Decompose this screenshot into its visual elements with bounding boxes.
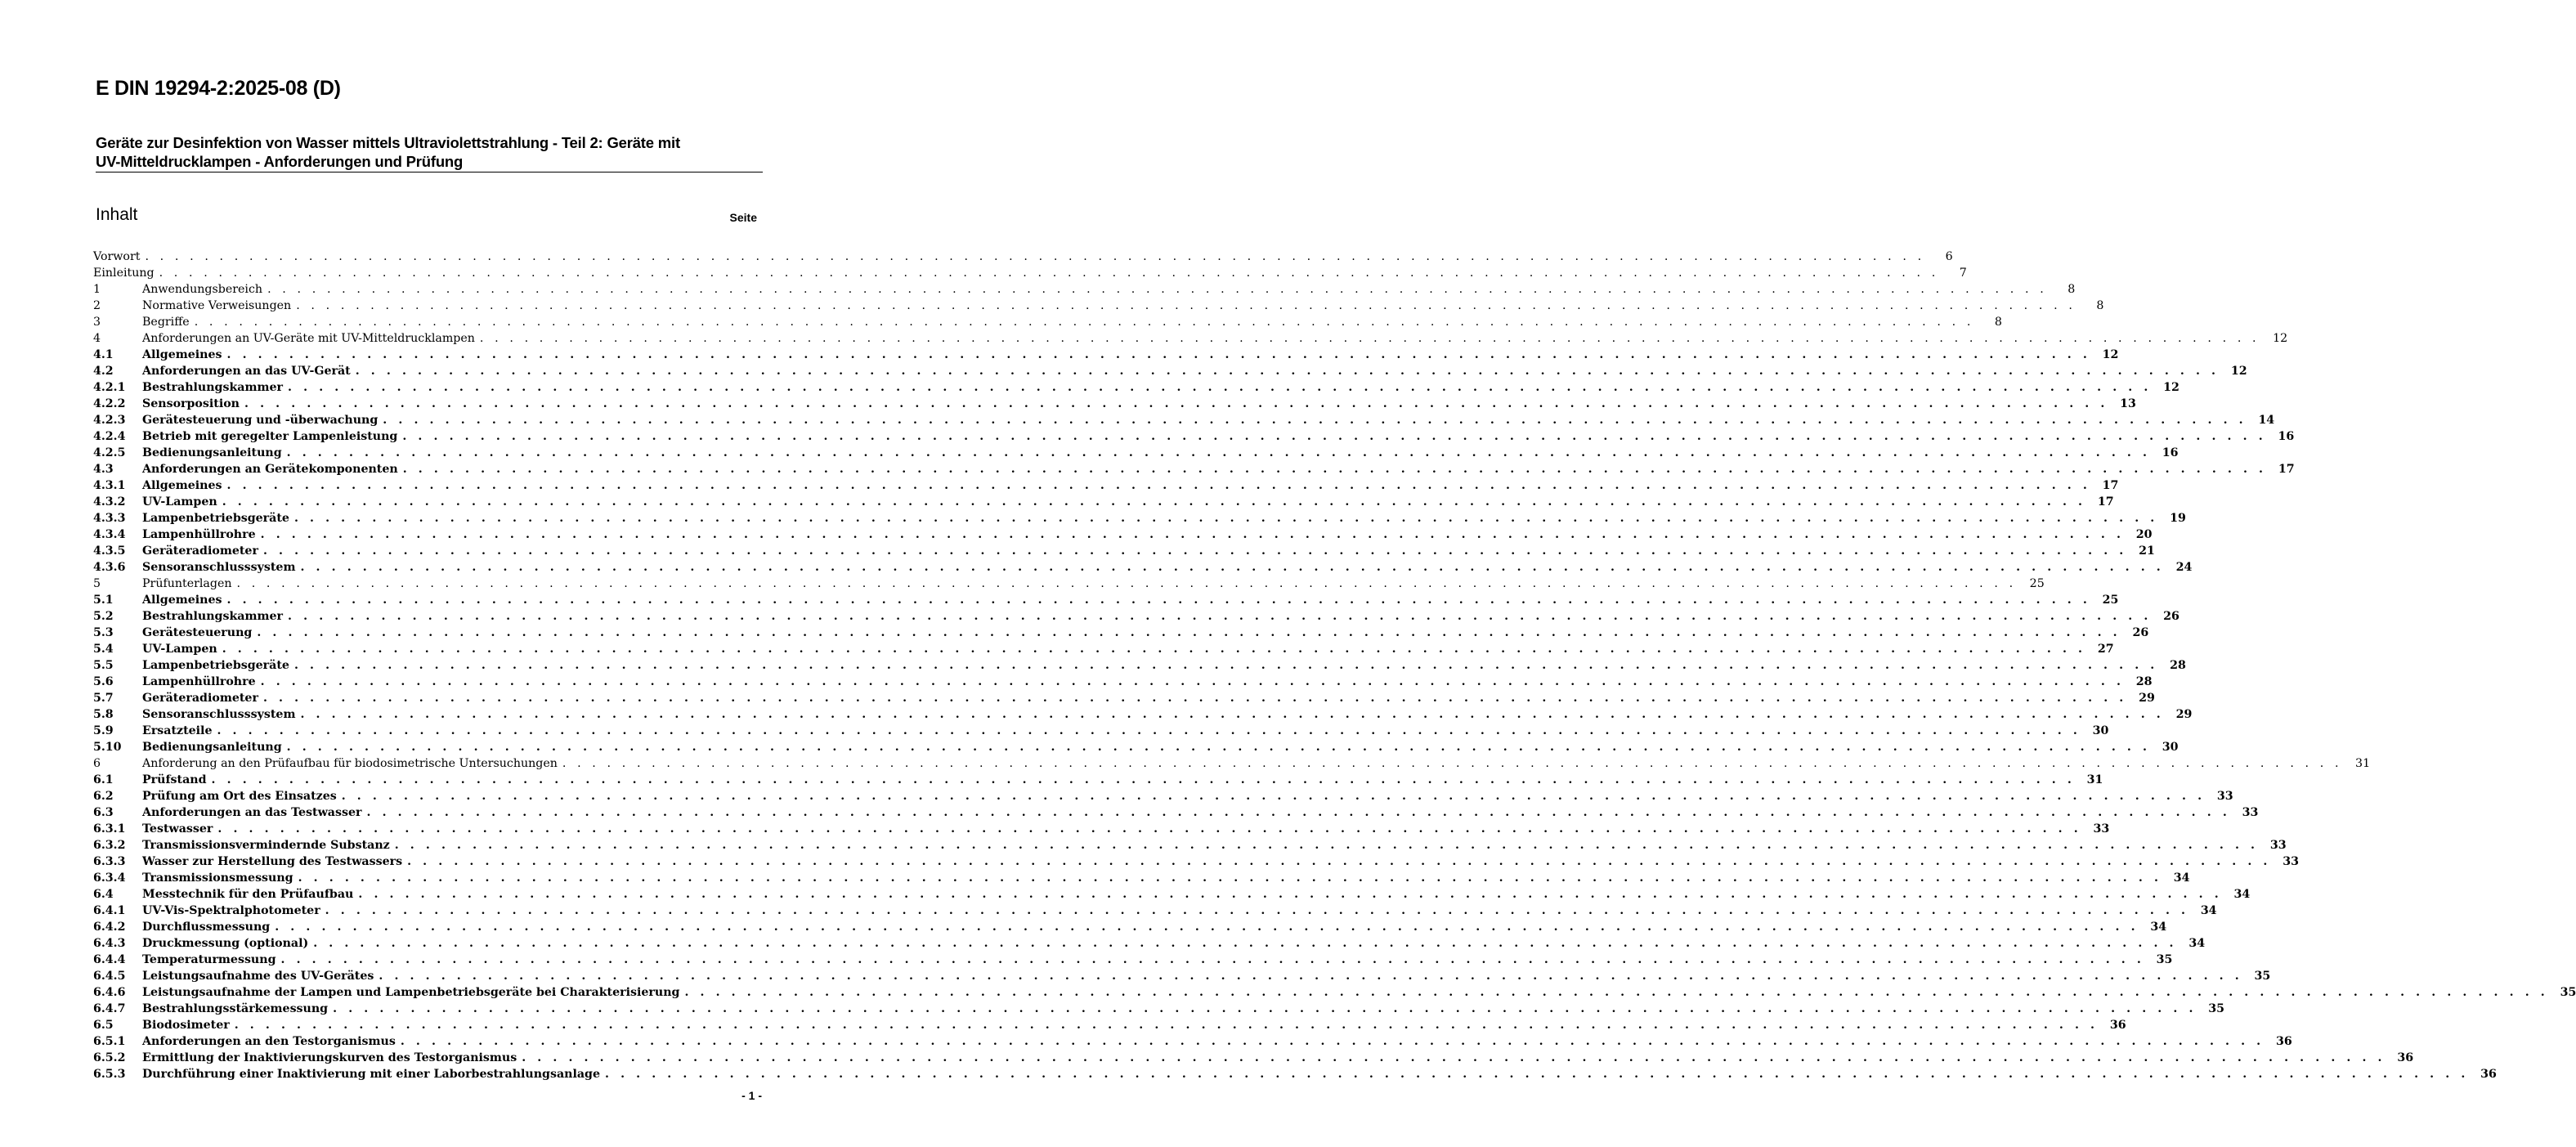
toc-entry-title: Betrieb mit geregelter Lampenleistung bbox=[142, 430, 398, 443]
toc-entry-number: 6.5.1 bbox=[93, 1035, 126, 1048]
toc-entry-page: 21 bbox=[2139, 544, 2155, 558]
toc-dot-leader: . . . . . . . . . . . . . . . . . . . . . . . . . . . . . . . . . . . . . . . . . . . . . . . . . . . . . . . . . . . . . . . . . . . . . . . . . . . . . . . . . . . . . . . . . . . . . . . . . . . . . . . . . . . . . . . . . . . . . . . . bbox=[236, 577, 2017, 590]
toc-dot-leader: . . . . . . . . . . . . . . . . . . . . . . . . . . . . . . . . . . . . . . . . . . . . . . . . . . . . . . . . . . . . . . . . . . . . . . . . . . . . . . . . . . . . . . . . . . . . . . . . . . . . . . . . . . . . . . . . . . . . . . . . bbox=[244, 397, 2108, 410]
toc-entry[interactable] bbox=[93, 952, 2173, 968]
toc-entry-title: Geräteradiometer bbox=[142, 544, 258, 558]
document-title-line: UV-Mitteldrucklampen - Anforderungen und Prüfung bbox=[96, 153, 464, 170]
toc-entry[interactable] bbox=[93, 477, 2119, 494]
toc-entry-title: UV-Lampen bbox=[142, 643, 217, 656]
toc-entry-page: 17 bbox=[2102, 479, 2119, 492]
toc-dot-leader: . . . . . . . . . . . . . . . . . . . . . . . . . . . . . . . . . . . . . . . . . . . . . . . . . . . . . . . . . . . . . . . . . . . . . . . . . . . . . . . . . . . . . . . . . . . . . . . . . . . . . . . . . . . . . . . . . . . . . . . . bbox=[145, 250, 1925, 263]
toc-dot-leader: . . . . . . . . . . . . . . . . . . . . . . . . . . . . . . . . . . . . . . . . . . . . . . . . . . . . . . . . . . . . . . . . . . . . . . . . . . . . . . . . . . . . . . . . . . . . . . . . . . . . . . . . . . . . . . . . . . . . . . . . bbox=[217, 724, 2081, 737]
toc-entry-number: 5.10 bbox=[93, 741, 122, 754]
toc-dot-leader: . . . . . . . . . . . . . . . . . . . . . . . . . . . . . . . . . . . . . . . . . . . . . . . . . . . . . . . . . . . . . . . . . . . . . . . . . . . . . . . . . . . . . . . . . . . . . . . . . . . . . . . . . . . . . . . . . . . . . . . . bbox=[383, 414, 2247, 427]
toc-entry-number: 6.3.3 bbox=[93, 855, 126, 868]
toc-dot-leader: . . . . . . . . . . . . . . . . . . . . . . . . . . . . . . . . . . . . . . . . . . . . . . . . . . . . . . . . . . . . . . . . . . . . . . . . . . . . . . . . . . . . . . . . . . . . . . . . . . . . . . . . . . . . . . . . . . . . . . . . bbox=[226, 348, 2091, 361]
toc-dot-leader: . . . . . . . . . . . . . . . . . . . . . . . . . . . . . . . . . . . . . . . . . . . . . . . . . . . . . . . . . . . . . . . . . . . . . . . . . . . . . . . . . . . . . . . . . . . . . . . . . . . . . . . . . . . . . . . . . . . . . . . . bbox=[313, 937, 2178, 950]
toc-entry-page: 33 bbox=[2269, 839, 2287, 852]
toc-entry-title: Ersatzteile bbox=[142, 724, 213, 737]
toc-entry-page: 27 bbox=[2097, 643, 2114, 656]
toc-entry-title: Leistungsaufnahme des UV-Gerätes bbox=[142, 970, 374, 983]
toc-entry[interactable] bbox=[93, 641, 2114, 657]
toc-entry-page: 34 bbox=[2173, 871, 2190, 885]
toc-entry-page: 17 bbox=[2278, 463, 2295, 476]
toc-entry[interactable] bbox=[93, 412, 2275, 428]
toc-entry-title: Normative Verweisungen bbox=[142, 299, 292, 312]
toc-heading: Inhalt bbox=[96, 205, 138, 224]
toc-entry[interactable] bbox=[93, 494, 2114, 510]
toc-entry-number: 4.3.3 bbox=[93, 512, 126, 525]
toc-entry-title: Sensorposition bbox=[142, 397, 240, 410]
toc-dot-leader: . . . . . . . . . . . . . . . . . . . . . . . . . . . . . . . . . . . . . . . . . . . . . . . . . . . . . . . . . . . . . . . . . . . . . . . . . . . . . . . . . . . . . . . . . . . . . . . . . . . . . . . . . . . . . . . . . . . . . . . . bbox=[260, 675, 2125, 688]
toc-entry-number: 4.3 bbox=[93, 463, 114, 476]
document-title-line: Geräte zur Desinfektion von Wasser mittels Ultraviolettstrahlung - Teil 2: Geräte mit bbox=[96, 134, 680, 151]
toc-entry-title: Prüfung am Ort des Einsatzes bbox=[142, 790, 337, 803]
toc-entry-page: 34 bbox=[2188, 937, 2206, 950]
toc-entry-page: 30 bbox=[2092, 724, 2109, 737]
toc-entry-title: Testwasser bbox=[142, 822, 213, 836]
toc-entry-title: Lampenhüllrohre bbox=[142, 675, 256, 688]
toc-entry[interactable] bbox=[93, 1017, 2126, 1033]
toc-dot-leader: . . . . . . . . . . . . . . . . . . . . . . . . . . . . . . . . . . . . . . . . . . . . . . . . . . . . . . . . . . . . . . . . . . . . . . . . . . . . . . . . . . . . . . . . . . . . . . . . . . . . . . . . . . . . . . . . . . . . . . . . bbox=[293, 512, 2158, 525]
toc-entry-title: Messtechnik für den Prüfaufbau bbox=[142, 888, 354, 901]
toc-entry-page: 33 bbox=[2216, 790, 2233, 803]
toc-entry-number: 4.3.1 bbox=[93, 479, 126, 492]
toc-entry-number: 5.2 bbox=[93, 610, 114, 623]
toc-entry-title: Leistungsaufnahme der Lampen und Lampenbetriebsgeräte bei Charakterisierung bbox=[142, 986, 680, 999]
toc-entry-page: 8 bbox=[2096, 299, 2104, 312]
toc-entry-number: 4.2.4 bbox=[93, 430, 126, 443]
toc-entry-number: 6.5.2 bbox=[93, 1051, 126, 1064]
toc-entry-title: Prüfunterlagen bbox=[142, 577, 232, 590]
toc-entry[interactable] bbox=[93, 445, 2179, 461]
toc-entry-number: 6.4.7 bbox=[93, 1002, 126, 1015]
toc-entry-number: 5.1 bbox=[93, 594, 114, 607]
toc-entry-page: 28 bbox=[2135, 675, 2153, 688]
toc-entry-page: 36 bbox=[2397, 1051, 2414, 1064]
toc-entry-page: 33 bbox=[2283, 855, 2299, 868]
toc-entry-page: 12 bbox=[2102, 348, 2119, 361]
toc-entry-page: 33 bbox=[2093, 822, 2110, 836]
toc-entry-number: 6.3.2 bbox=[93, 839, 126, 852]
toc-entry-number: 5.9 bbox=[93, 724, 114, 737]
toc-entry[interactable] bbox=[93, 1033, 2292, 1050]
toc-entry-page: 29 bbox=[2175, 708, 2193, 721]
toc-entry[interactable] bbox=[93, 1066, 2497, 1082]
toc-entry-number: 4.3.6 bbox=[93, 561, 126, 574]
toc-entry-title: Lampenhüllrohre bbox=[142, 528, 256, 541]
toc-entry-number: 6.4.3 bbox=[93, 937, 126, 950]
toc-dot-leader: . . . . . . . . . . . . . . . . . . . . . . . . . . . . . . . . . . . . . . . . . . . . . . . . . . . . . . . . . . . . . . . . . . . . . . . . . . . . . . . . . . . . . . . . . . . . . . . . . . . . . . . . . . . . . . . . . . . . . . . . bbox=[280, 953, 2145, 966]
toc-entry-number: 6.4.6 bbox=[93, 986, 126, 999]
toc-dot-leader: . . . . . . . . . . . . . . . . . . . . . . . . . . . . . . . . . . . . . . . . . . . . . . . . . . . . . . . . . . . . . . . . . . . . . . . . . . . . . . . . . . . . . . . . . . . . . . . . . . . . . . . . . . . . . . . . . . . . . . . . bbox=[522, 1051, 2386, 1064]
toc-entry[interactable] bbox=[93, 559, 2193, 576]
document-title bbox=[96, 133, 763, 171]
toc-entry-number: 2 bbox=[93, 299, 101, 312]
toc-entry-number: 6.4.5 bbox=[93, 970, 126, 983]
toc-dot-leader: . . . . . . . . . . . . . . . . . . . . . . . . . . . . . . . . . . . . . . . . . . . . . . . . . . . . . . . . . . . . . . . . . . . . . . . . . . . . . . . . . . . . . . . . . . . . . . . . . . . . . . . . . . . . . . . . . . . . . . . . bbox=[300, 708, 2165, 721]
toc-dot-leader: . . . . . . . . . . . . . . . . . . . . . . . . . . . . . . . . . . . . . . . . . . . . . . . . . . . . . . . . . . . . . . . . . . . . . . . . . . . . . . . . . . . . . . . . . . . . . . . . . . . . . . . . . . . . . . . . . . . . . . . . bbox=[288, 610, 2152, 623]
toc-entry-number: 6.1 bbox=[93, 773, 114, 786]
toc-dot-leader: . . . . . . . . . . . . . . . . . . . . . . . . . . . . . . . . . . . . . . . . . . . . . . . . . . . . . . . . . . . . . . . . . . . . . . . . . . . . . . . . . . . . . . . . . . . . . . . . . . . . . . . . . . . . . . . . . . . . . . . . bbox=[400, 1035, 2265, 1048]
document-id: E DIN 19294-2:2025-08 (D) bbox=[96, 77, 341, 100]
toc-entry[interactable] bbox=[93, 674, 2153, 690]
toc-entry-page: 25 bbox=[2029, 577, 2045, 590]
toc-entry-title: Bestrahlungsstärkemessung bbox=[142, 1002, 329, 1015]
toc-dot-leader: . . . . . . . . . . . . . . . . . . . . . . . . . . . . . . . . . . . . . . . . . . . . . . . . . . . . . . . . . . . . . . . . . . . . . . . . . . . . . . . . . . . . . . . . . . . . . . . . . . . . . . . . . . . . . . . . . . . . . . . . bbox=[358, 888, 2223, 901]
toc-entry-title: Allgemeines bbox=[142, 479, 222, 492]
toc-entry-number: 5 bbox=[93, 577, 101, 590]
toc-entry[interactable] bbox=[93, 526, 2153, 543]
toc-entry[interactable] bbox=[93, 837, 2287, 854]
toc-dot-leader: . . . . . . . . . . . . . . . . . . . . . . . . . . . . . . . . . . . . . . . . . . . . . . . . . . . . . . . . . . . . . . . . . . . . . . . . . . . . . . . . . . . . . . . . . . . . . . . . . . . . . . . . . . . . . . . . . . . . . . . . bbox=[217, 822, 2082, 836]
toc-entry-title: Temperaturmessung bbox=[142, 953, 276, 966]
toc-entry-number: 1 bbox=[93, 283, 101, 296]
toc-entry[interactable] bbox=[93, 249, 1953, 265]
toc-entry[interactable] bbox=[93, 1001, 2224, 1017]
toc-entry[interactable] bbox=[93, 461, 2295, 477]
toc-entry-number: 6.4.1 bbox=[93, 904, 126, 917]
toc-dot-leader: . . . . . . . . . . . . . . . . . . . . . . . . . . . . . . . . . . . . . . . . . . . . . . . . . . . . . . . . . . . . . . . . . . . . . . . . . . . . . . . . . . . . . . . . . . . . . . . . . . . . . . . . . . . . . . . . . . . . . . . . bbox=[159, 267, 1939, 280]
toc-entry-title: Sensoranschlusssystem bbox=[142, 708, 296, 721]
toc-entry-number: 6.5 bbox=[93, 1019, 114, 1032]
toc-entry-page: 16 bbox=[2162, 446, 2179, 459]
toc-entry[interactable] bbox=[93, 690, 2155, 706]
toc-entry-number: 6.5.3 bbox=[93, 1068, 126, 1081]
toc-page-column-label: Seite bbox=[729, 211, 757, 224]
toc-entry-number: 6.2 bbox=[93, 790, 114, 803]
toc-entry[interactable] bbox=[93, 772, 2103, 788]
toc-entry[interactable] bbox=[93, 265, 1967, 281]
toc-entry-title: Anforderungen an das Testwasser bbox=[142, 806, 362, 819]
toc-entry[interactable] bbox=[93, 804, 2259, 821]
toc-entry-title: Bedienungsanleitung bbox=[142, 446, 282, 459]
toc-entry-number: 4.3.4 bbox=[93, 528, 126, 541]
toc-entry[interactable] bbox=[93, 968, 2271, 984]
toc-entry-title: Geräteradiometer bbox=[142, 692, 258, 705]
toc-dot-leader: . . . . . . . . . . . . . . . . . . . . . . . . . . . . . . . . . . . . . . . . . . . . . . . . . . . . . . . . . . . . . . . . . . . . . . . . . . . . . . . . . . . . . . . . . . . . . . . . . . . . . . . . . . . . . . . . . . . . . . . . bbox=[222, 643, 2086, 656]
toc-entry[interactable] bbox=[93, 576, 2045, 592]
toc-entry-number: 4.2.2 bbox=[93, 397, 126, 410]
toc-dot-leader: . . . . . . . . . . . . . . . . . . . . . . . . . . . . . . . . . . . . . . . . . . . . . . . . . . . . . . . . . . . . . . . . . . . . . . . . . . . . . . . . . . . . . . . . . . . . . . . . . . . . . . . . . . . . . . . . . . . . . . . . bbox=[379, 970, 2243, 983]
toc-entry-number: 6.3.1 bbox=[93, 822, 126, 836]
toc-entry-page: 34 bbox=[2150, 921, 2167, 934]
toc-entry-title: Gerätesteuerung und -überwachung bbox=[142, 414, 379, 427]
toc-entry[interactable] bbox=[93, 363, 2247, 379]
toc-dot-leader: . . . . . . . . . . . . . . . . . . . . . . . . . . . . . . . . . . . . . . . . . . . . . . . . . . . . . . . . . . . . . . . . . . . . . . . . . . . . . . . . . . . . . . . . . . . . . . . . . . . . . . . . . . . . . . . . . . . . . . . . bbox=[325, 904, 2189, 917]
toc-entry[interactable] bbox=[93, 314, 2002, 330]
toc-entry-page: 19 bbox=[2170, 512, 2186, 525]
toc-entry-page: 16 bbox=[2278, 430, 2295, 443]
toc-entry-page: 28 bbox=[2170, 659, 2186, 672]
toc-entry-title: Allgemeines bbox=[142, 348, 222, 361]
toc-entry-page: 35 bbox=[2560, 986, 2576, 999]
toc-entry-page: 12 bbox=[2163, 381, 2180, 394]
toc-dot-leader: . . . . . . . . . . . . . . . . . . . . . . . . . . . . . . . . . . . . . . . . . . . . . . . . . . . . . . . . . . . . . . . . . . . . . . . . . . . . . . . . . . . . . . . . . . . . . . . . . . . . . . . . . . . . . . . . . . . . . . . . bbox=[286, 741, 2151, 754]
toc-entry-title: Ermittlung der Inaktivierungskurven des Testorganismus bbox=[142, 1051, 517, 1064]
toc-dot-leader: . . . . . . . . . . . . . . . . . . . . . . . . . . . . . . . . . . . . . . . . . . . . . . . . . . . . . . . . . . . . . . . . . . . . . . . . . . . . . . . . . . . . . . . . . . . . . . . . . . . . . . . . . . . . . . . . . . . . . . . . bbox=[262, 544, 2127, 558]
toc-entry[interactable] bbox=[93, 919, 2167, 935]
toc-dot-leader: . . . . . . . . . . . . . . . . . . . . . . . . . . . . . . . . . . . . . . . . . . . . . . . . . . . . . . . . . . . . . . . . . . . . . . . . . . . . . . . . . . . . . . . . . . . . . . . . . . . . . . . . . . . . . . . . . . . . . . . . bbox=[267, 283, 2048, 296]
toc-dot-leader: . . . . . . . . . . . . . . . . . . . . . . . . . . . . . . . . . . . . . . . . . . . . . . . . . . . . . . . . . . . . . . . . . . . . . . . . . . . . . . . . . . . . . . . . . . . . . . . . . . . . . . . . . . . . . . . . . . . . . . . . bbox=[341, 790, 2206, 803]
toc-entry-page: 25 bbox=[2102, 594, 2119, 607]
toc-entry-number: 4.3.5 bbox=[93, 544, 126, 558]
toc-entry-page: 30 bbox=[2162, 741, 2179, 754]
toc-entry-page: 33 bbox=[2242, 806, 2259, 819]
toc-dot-leader: . . . . . . . . . . . . . . . . . . . . . . . . . . . . . . . . . . . . . . . . . . . . . . . . . . . . . . . . . . . . . . . . . . . . . . . . . . . . . . . . . . . . . . . . . . . . . . . . . . . . . . . . . . . . . . . . . . . . . . . . bbox=[298, 871, 2162, 885]
toc-dot-leader: . . . . . . . . . . . . . . . . . . . . . . . . . . . . . . . . . . . . . . . . . . . . . . . . . . . . . . . . . . . . . . . . . . . . . . . . . . . . . . . . . . . . . . . . . . . . . . . . . . . . . . . . . . . . . . . . . . . . . . . . bbox=[355, 365, 2220, 378]
toc-dot-leader: . . . . . . . . . . . . . . . . . . . . . . . . . . . . . . . . . . . . . . . . . . . . . . . . . . . . . . . . . . . . . . . . . . . . . . . . . . . . . . . . . . . . . . . . . . . . . . . . . . . . . . . . . . . . . . . . . . . . . . . . bbox=[275, 921, 2139, 934]
toc-entry-title: Prüfstand bbox=[142, 773, 207, 786]
toc-entry[interactable] bbox=[93, 788, 2233, 804]
toc-entry-number: 5.5 bbox=[93, 659, 114, 672]
toc-entry-number: 4.1 bbox=[93, 348, 114, 361]
page-number: - 1 - bbox=[741, 1089, 762, 1102]
toc-entry-page: 14 bbox=[2258, 414, 2275, 427]
toc-entry-title: UV-Vis-Spektralphotometer bbox=[142, 904, 320, 917]
toc-entry-title: Begriffe bbox=[142, 316, 190, 329]
toc-entry-title: Anforderungen an Gerätekomponenten bbox=[142, 463, 398, 476]
toc-dot-leader: . . . . . . . . . . . . . . . . . . . . . . . . . . . . . . . . . . . . . . . . . . . . . . . . . . . . . . . . . . . . . . . . . . . . . . . . . . . . . . . . . . . . . . . . . . . . . . . . . . . . . . . . . . . . . . . . . . . . . . . . bbox=[234, 1019, 2099, 1032]
toc-entry-page: 31 bbox=[2355, 757, 2371, 770]
toc-entry-number: 5.3 bbox=[93, 626, 114, 639]
toc-entry-page: 12 bbox=[2230, 365, 2247, 378]
toc-entry-page: 35 bbox=[2156, 953, 2173, 966]
toc-entry-title: Biodosimeter bbox=[142, 1019, 230, 1032]
toc-entry[interactable] bbox=[93, 592, 2119, 608]
toc-entry[interactable] bbox=[93, 330, 2288, 347]
toc-entry-page: 26 bbox=[2163, 610, 2180, 623]
toc-entry[interactable] bbox=[93, 396, 2136, 412]
toc-dot-leader: . . . . . . . . . . . . . . . . . . . . . . . . . . . . . . . . . . . . . . . . . . . . . . . . . . . . . . . . . . . . . . . . . . . . . . . . . . . . . . . . . . . . . . . . . . . . . . . . . . . . . . . . . . . . . . . . . . . . . . . . bbox=[288, 381, 2152, 394]
toc-dot-leader: . . . . . . . . . . . . . . . . . . . . . . . . . . . . . . . . . . . . . . . . . . . . . . . . . . . . . . . . . . . . . . . . . . . . . . . . . . . . . . . . . . . . . . . . . . . . . . . . . . . . . . . . . . . . . . . . . . . . . . . . bbox=[479, 332, 2260, 345]
toc-entry[interactable] bbox=[93, 723, 2109, 739]
toc-entry-number: 5.4 bbox=[93, 643, 114, 656]
toc-entry-title: Transmissionsmessung bbox=[142, 871, 293, 885]
toc-dot-leader: . . . . . . . . . . . . . . . . . . . . . . . . . . . . . . . . . . . . . . . . . . . . . . . . . . . . . . . . . . . . . . . . . . . . . . . . . . . . . . . . . . . . . . . . . . . . . . . . . . . . . . . . . . . . . . . . . . . . . . . . bbox=[226, 594, 2091, 607]
toc-entry[interactable] bbox=[93, 510, 2186, 526]
toc-entry-page: 34 bbox=[2233, 888, 2251, 901]
toc-entry[interactable] bbox=[93, 379, 2180, 396]
toc-dot-leader: . . . . . . . . . . . . . . . . . . . . . . . . . . . . . . . . . . . . . . . . . . . . . . . . . . . . . . . . . . . . . . . . . . . . . . . . . . . . . . . . . . . . . . . . . . . . . . . . . . . . . . . . . . . . . . . . . . . . . . . . bbox=[262, 692, 2127, 705]
toc-entry-title: Einleitung bbox=[93, 267, 155, 280]
toc-dot-leader: . . . . . . . . . . . . . . . . . . . . . . . . . . . . . . . . . . . . . . . . . . . . . . . . . . . . . . . . . . . . . . . . . . . . . . . . . . . . . . . . . . . . . . . . . . . . . . . . . . . . . . . . . . . . . . . . . . . . . . . . bbox=[366, 806, 2231, 819]
toc-entry-page: 20 bbox=[2135, 528, 2153, 541]
toc-entry-number: 6.4.4 bbox=[93, 953, 126, 966]
toc-entry-number: 5.6 bbox=[93, 675, 114, 688]
toc-entry-title: Bedienungsanleitung bbox=[142, 741, 282, 754]
toc-entry-number: 4.2 bbox=[93, 365, 114, 378]
toc-entry-number: 6.3 bbox=[93, 806, 114, 819]
toc-entry-title: Bestrahlungskammer bbox=[142, 381, 284, 394]
toc-entry[interactable] bbox=[93, 935, 2206, 952]
toc-entry-title: Vorwort bbox=[93, 250, 141, 263]
toc-dot-leader: . . . . . . . . . . . . . . . . . . . . . . . . . . . . . . . . . . . . . . . . . . . . . . . . . . . . . . . . . . . . . . . . . . . . . . . . . . . . . . . . . . . . . . . . . . . . . . . . . . . . . . . . . . . . . . . . . . . . . . . . bbox=[293, 659, 2158, 672]
toc-entry-title: Durchführung einer Inaktivierung mit einer Laborbestrahlungsanlage bbox=[142, 1068, 600, 1081]
toc-entry-number: 6.4.2 bbox=[93, 921, 126, 934]
toc-entry[interactable] bbox=[93, 608, 2180, 625]
toc-dot-leader: . . . . . . . . . . . . . . . . . . . . . . . . . . . . . . . . . . . . . . . . . . . . . . . . . . . . . . . . . . . . . . . . . . . . . . . . . . . . . . . . . . . . . . . . . . . . . . . . . . . . . . . . . . . . . . . . . . . . . . . . bbox=[194, 316, 1974, 329]
toc-entry[interactable] bbox=[93, 347, 2119, 363]
toc-entry-page: 17 bbox=[2097, 495, 2114, 509]
toc-dot-leader: . . . . . . . . . . . . . . . . . . . . . . . . . . . . . . . . . . . . . . . . . . . . . . . . . . . . . . . . . . . . . . . . . . . . . . . . . . . . . . . . . . . . . . . . . . . . . . . . . . . . . . . . . . . . . . . . . . . . . . . . bbox=[562, 757, 2343, 770]
toc-entry-page: 13 bbox=[2120, 397, 2136, 410]
toc-entry-title: UV-Lampen bbox=[142, 495, 217, 509]
toc-dot-leader: . . . . . . . . . . . . . . . . . . . . . . . . . . . . . . . . . . . . . . . . . . . . . . . . . . . . . . . . . . . . . . . . . . . . . . . . . . . . . . . . . . . . . . . . . . . . . . . . . . . . . . . . . . . . . . . . . . . . . . . . bbox=[402, 430, 2267, 443]
toc-entry[interactable] bbox=[93, 903, 2217, 919]
toc-entry-page: 36 bbox=[2480, 1068, 2497, 1081]
toc-entry-number: 4.2.5 bbox=[93, 446, 126, 459]
toc-entry[interactable] bbox=[93, 1050, 2414, 1066]
toc-dot-leader: . . . . . . . . . . . . . . . . . . . . . . . . . . . . . . . . . . . . . . . . . . . . . . . . . . . . . . . . . . . . . . . . . . . . . . . . . . . . . . . . . . . . . . . . . . . . . . . . . . . . . . . . . . . . . . . . . . . . . . . . bbox=[260, 528, 2125, 541]
toc-entry-page: 35 bbox=[2208, 1002, 2224, 1015]
toc-dot-leader: . . . . . . . . . . . . . . . . . . . . . . . . . . . . . . . . . . . . . . . . . . . . . . . . . . . . . . . . . . . . . . . . . . . . . . . . . . . . . . . . . . . . . . . . . . . . . . . . . . . . . . . . . . . . . . . . . . . . . . . . bbox=[402, 463, 2267, 476]
toc-dot-leader: . . . . . . . . . . . . . . . . . . . . . . . . . . . . . . . . . . . . . . . . . . . . . . . . . . . . . . . . . . . . . . . . . . . . . . . . . . . . . . . . . . . . . . . . . . . . . . . . . . . . . . . . . . . . . . . . . . . . . . . . bbox=[222, 495, 2086, 509]
toc-entry-title: Bestrahlungskammer bbox=[142, 610, 284, 623]
toc-dot-leader: . . . . . . . . . . . . . . . . . . . . . . . . . . . . . . . . . . . . . . . . . . . . . . . . . . . . . . . . . . . . . . . . . . . . . . . . . . . . . . . . . . . . . . . . . . . . . . . . . . . . . . . . . . . . . . . . . . . . . . . . bbox=[333, 1002, 2197, 1015]
toc-entry-title: Sensoranschlusssystem bbox=[142, 561, 296, 574]
toc-entry-title: Durchflussmessung bbox=[142, 921, 271, 934]
toc-entry[interactable] bbox=[93, 821, 2110, 837]
toc-entry[interactable] bbox=[93, 870, 2190, 886]
toc-entry-page: 36 bbox=[2109, 1019, 2126, 1032]
toc-entry-page: 24 bbox=[2175, 561, 2193, 574]
toc-dot-leader: . . . . . . . . . . . . . . . . . . . . . . . . . . . . . . . . . . . . . . . . . . . . . . . . . . . . . . . . . . . . . . . . . . . . . . . . . . . . . . . . . . . . . . . . . . . . . . . . . . . . . . . . . . . . . . . . . . . . . . . . bbox=[257, 626, 2121, 639]
toc-entry-number: 6.3.4 bbox=[93, 871, 126, 885]
toc-entry[interactable] bbox=[93, 886, 2251, 903]
toc-entry-title: Allgemeines bbox=[142, 594, 222, 607]
toc-entry-title: Anforderungen an UV-Geräte mit UV-Mitteldrucklampen bbox=[142, 332, 475, 345]
toc-entry-title: Anforderungen an den Testorganismus bbox=[142, 1035, 396, 1048]
toc-entry[interactable] bbox=[93, 854, 2299, 870]
toc-dot-leader: . . . . . . . . . . . . . . . . . . . . . . . . . . . . . . . . . . . . . . . . . . . . . . . . . . . . . . . . . . . . . . . . . . . . . . . . . . . . . . . . . . . . . . . . . . . . . . . . . . . . . . . . . . . . . . . . . . . . . . . . bbox=[604, 1068, 2469, 1081]
toc-entry-page: 35 bbox=[2254, 970, 2271, 983]
toc-entry-page: 26 bbox=[2132, 626, 2149, 639]
toc-entry-title: Anwendungsbereich bbox=[142, 283, 263, 296]
toc-entry-number: 5.7 bbox=[93, 692, 114, 705]
toc-entry[interactable] bbox=[93, 298, 2104, 314]
toc-entry-page: 29 bbox=[2139, 692, 2155, 705]
toc-entry-title: Wasser zur Herstellung des Testwassers bbox=[142, 855, 403, 868]
toc-entry-number: 3 bbox=[93, 316, 101, 329]
toc-dot-leader: . . . . . . . . . . . . . . . . . . . . . . . . . . . . . . . . . . . . . . . . . . . . . . . . . . . . . . . . . . . . . . . . . . . . . . . . . . . . . . . . . . . . . . . . . . . . . . . . . . . . . . . . . . . . . . . . . . . . . . . . bbox=[296, 299, 2076, 312]
toc-entry[interactable] bbox=[93, 281, 2076, 298]
toc-dot-leader: . . . . . . . . . . . . . . . . . . . . . . . . . . . . . . . . . . . . . . . . . . . . . . . . . . . . . . . . . . . . . . . . . . . . . . . . . . . . . . . . . . . . . . . . . . . . . . . . . . . . . . . . . . . . . . . . . . . . . . . . bbox=[226, 479, 2091, 492]
toc-entry-title: Gerätesteuerung bbox=[142, 626, 253, 639]
toc-entry[interactable] bbox=[93, 984, 2576, 1001]
toc-entry-number: 4.2.1 bbox=[93, 381, 126, 394]
toc-dot-leader: . . . . . . . . . . . . . . . . . . . . . . . . . . . . . . . . . . . . . . . . . . . . . . . . . . . . . . . . . . . . . . . . . . . . . . . . . . . . . . . . . . . . . . . . . . . . . . . . . . . . . . . . . . . . . . . . . . . . . . . . bbox=[684, 986, 2549, 999]
toc-dot-leader: . . . . . . . . . . . . . . . . . . . . . . . . . . . . . . . . . . . . . . . . . . . . . . . . . . . . . . . . . . . . . . . . . . . . . . . . . . . . . . . . . . . . . . . . . . . . . . . . . . . . . . . . . . . . . . . . . . . . . . . . bbox=[286, 446, 2151, 459]
toc-entry-page: 6 bbox=[1945, 250, 1953, 263]
toc-entry[interactable] bbox=[93, 625, 2149, 641]
table-of-contents bbox=[93, 249, 2576, 1082]
toc-entry-number: 5.8 bbox=[93, 708, 114, 721]
toc-entry-number: 4.2.3 bbox=[93, 414, 126, 427]
toc-entry-title: Anforderungen an das UV-Gerät bbox=[142, 365, 351, 378]
toc-entry-page: 31 bbox=[2086, 773, 2103, 786]
toc-dot-leader: . . . . . . . . . . . . . . . . . . . . . . . . . . . . . . . . . . . . . . . . . . . . . . . . . . . . . . . . . . . . . . . . . . . . . . . . . . . . . . . . . . . . . . . . . . . . . . . . . . . . . . . . . . . . . . . . . . . . . . . . bbox=[407, 855, 2271, 868]
toc-entry[interactable] bbox=[93, 543, 2155, 559]
toc-entry-page: 8 bbox=[1994, 316, 2002, 329]
toc-entry-page: 12 bbox=[2273, 332, 2288, 345]
toc-entry-page: 8 bbox=[2068, 283, 2076, 296]
toc-entry-title: Anforderung an den Prüfaufbau für biodosimetrische Untersuchungen bbox=[142, 757, 558, 770]
toc-entry-title: Lampenbetriebsgeräte bbox=[142, 512, 289, 525]
toc-entry-page: 36 bbox=[2275, 1035, 2292, 1048]
toc-entry-page: 34 bbox=[2200, 904, 2217, 917]
toc-dot-leader: . . . . . . . . . . . . . . . . . . . . . . . . . . . . . . . . . . . . . . . . . . . . . . . . . . . . . . . . . . . . . . . . . . . . . . . . . . . . . . . . . . . . . . . . . . . . . . . . . . . . . . . . . . . . . . . . . . . . . . . . bbox=[300, 561, 2165, 574]
toc-entry-number: 6 bbox=[93, 757, 101, 770]
toc-entry[interactable] bbox=[93, 706, 2193, 723]
toc-entry[interactable] bbox=[93, 739, 2179, 755]
toc-entry-number: 4.3.2 bbox=[93, 495, 126, 509]
toc-entry-page: 7 bbox=[1959, 267, 1967, 280]
toc-entry-number: 4 bbox=[93, 332, 101, 345]
toc-entry-number: 6.4 bbox=[93, 888, 114, 901]
toc-dot-leader: . . . . . . . . . . . . . . . . . . . . . . . . . . . . . . . . . . . . . . . . . . . . . . . . . . . . . . . . . . . . . . . . . . . . . . . . . . . . . . . . . . . . . . . . . . . . . . . . . . . . . . . . . . . . . . . . . . . . . . . . bbox=[211, 773, 2076, 786]
toc-entry-title: Druckmessung (optional) bbox=[142, 937, 309, 950]
toc-dot-leader: . . . . . . . . . . . . . . . . . . . . . . . . . . . . . . . . . . . . . . . . . . . . . . . . . . . . . . . . . . . . . . . . . . . . . . . . . . . . . . . . . . . . . . . . . . . . . . . . . . . . . . . . . . . . . . . . . . . . . . . . bbox=[394, 839, 2259, 852]
toc-entry-title: Lampenbetriebsgeräte bbox=[142, 659, 289, 672]
toc-entry-title: Transmissionsvermindernde Substanz bbox=[142, 839, 390, 852]
toc-entry[interactable] bbox=[93, 428, 2295, 445]
toc-entry[interactable] bbox=[93, 657, 2186, 674]
toc-entry[interactable] bbox=[93, 755, 2371, 772]
